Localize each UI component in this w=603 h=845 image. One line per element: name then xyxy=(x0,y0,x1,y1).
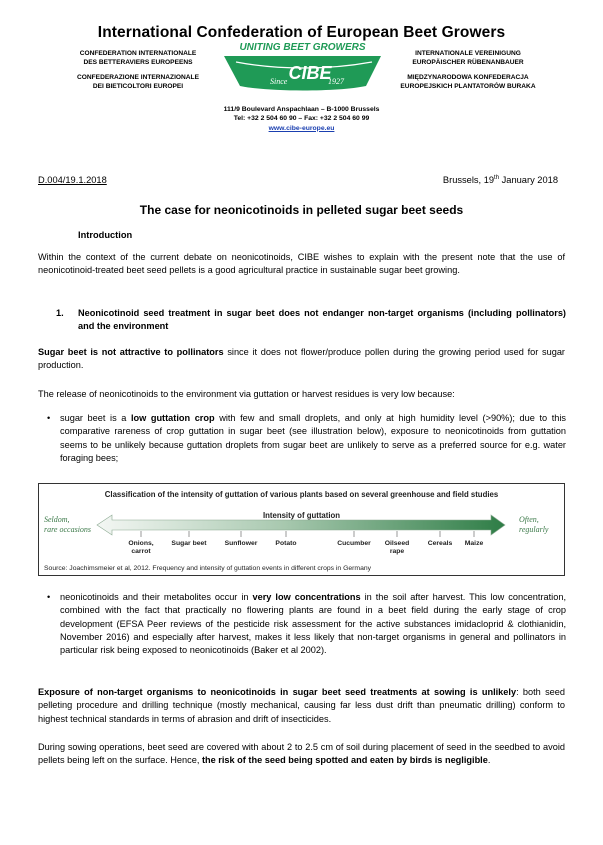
label-seldom: Seldom, rare occasions xyxy=(44,515,92,534)
paragraph-pollinators: Sugar beet is not attractive to pollinators since it does not flower/produce pollen during the growing period used for sugar production. xyxy=(38,347,565,371)
left-line: CONFEDERAZIONE INTERNAZIONALE xyxy=(77,74,199,81)
bullet-icon: • xyxy=(47,592,51,602)
paragraph-release: The release of neonicotinoids to the environment via guttation or harvest residues is very low because: xyxy=(38,389,455,399)
figure-title: Classification of the intensity of guttation of various plants based on several greenhouse and field studies xyxy=(104,490,499,499)
logo-year: 1927 xyxy=(328,77,344,86)
left-line: DEI BIETICOLTORI EUROPEI xyxy=(92,83,184,90)
section-1-heading xyxy=(56,307,566,334)
crop-cucumber: Cucumber xyxy=(337,540,371,547)
website-link[interactable]: www.cibe-europe.eu xyxy=(268,124,335,132)
bullet-soil-concentration: • neonicotinoids and their metabolites occur in very low concentrations in the soil after harvest. This low concentration, combined with the fact that practically no flowering plants are found in a beet field during the early stage of crop development (EFSA Peer reviews of the pesticide risk assessment for the active substances imidacloprid & clothianidin, November 2016) and especially after harvest, makes it less likely that non-target organisms in general and pollinators in particular risk being exposed to neonicotinoids (Baker et al 2002). xyxy=(47,592,566,656)
left-line: CONFEDERATION INTERNATIONALE xyxy=(79,50,197,57)
document-date: Brussels, 19th January 2018 xyxy=(442,175,558,186)
organization-title: International Confederation of European Beet Growers xyxy=(97,24,506,41)
guttation-arrow xyxy=(39,484,564,575)
introduction-paragraph: Within the context of the current debate on neonicotinoids, CIBE wishes to explain with the present note that the use of neonicotinoid-treated beet seed pellets is a good agricultural practice in sustainable sugar beet growing. xyxy=(38,252,565,276)
crop-onions-carrot: Onions, carrot xyxy=(128,540,154,555)
section-number: 1. xyxy=(56,308,64,318)
cibe-logo-graphic xyxy=(218,40,387,96)
guttation-figure xyxy=(38,483,565,576)
right-line: MIĘDZYNARODOWA KONFEDERACJA xyxy=(407,74,529,81)
bullet-icon: • xyxy=(47,413,51,423)
address: 111/9 Boulevard Anspachlaan – B-1000 Brussels xyxy=(223,106,380,113)
document-reference: D.004/19.1.2018 xyxy=(38,175,107,185)
header-left-languages xyxy=(58,49,218,91)
introduction-heading: Introduction xyxy=(78,230,133,240)
crop-maize: Maize xyxy=(464,540,484,547)
bullet-guttation: • sugar beet is a low guttation crop with few and small droplets, and only at high humidity level (>90%); due to this comparative rareness of crop guttation in sugar beet (see illustration below), exposure to neonicotinoids from guttation seems to be unlikely because guttation droplets from sugar beet are unlikely to serve as a preferred source for e.g. water foraging bees; xyxy=(47,413,566,463)
paragraph-exposure: Exposure of non-target organisms to neonicotinoids in sugar beet seed treatments at sowing is unlikely: both seed pelleting procedure and drilling technique (mostly mechanical, causing far less dust drift than pneumatic drilling) conform to highest technical standards in terms of abrasion and drift of insecticides. xyxy=(38,687,566,724)
header-right-languages xyxy=(388,49,548,91)
document-title: The case for neonicotinoids in pelleted sugar beet seeds xyxy=(139,203,464,217)
right-line: EUROPÄISCHER RÜBENANBAUER xyxy=(412,59,524,66)
logo-tagline: UNITING BEET GROWERS xyxy=(239,42,366,53)
figure-source: Source: Joachimsmeier et al, 2012. Frequency and intensity of guttation events in different crops in Germany xyxy=(44,565,372,572)
axis-label-intensity: Intensity of guttation xyxy=(262,511,341,520)
cibe-logo xyxy=(218,40,387,96)
crop-cereals: Cereals xyxy=(427,540,453,547)
contact-block xyxy=(0,105,603,133)
crop-sunflower: Sunflower xyxy=(224,540,258,547)
crop-potato: Potato xyxy=(275,540,297,547)
crop-sugar-beet: Sugar beet xyxy=(171,540,207,547)
logo-name: CIBE xyxy=(288,63,332,83)
right-line: EUROPEJSKICH PLANTATORÓW BURAKA xyxy=(400,83,536,90)
crop-oilseed-rape: Oilseed rape xyxy=(384,540,410,555)
right-line: INTERNATIONALE VEREINIGUNG xyxy=(415,50,521,57)
logo-since: Since xyxy=(270,77,288,86)
section-heading-text: Neonicotinoid seed treatment in sugar beet does not endanger non-target organisms (including pollinators) and the environment xyxy=(78,308,566,332)
paragraph-sowing: During sowing operations, beet seed are covered with about 2 to 2.5 cm of soil during placement of seed in the seedbed to avoid pellets being left on the surface. Hence, the risk of the seed being spotted and eaten by birds is negligible. xyxy=(38,742,565,766)
phone-fax: Tel: +32 2 504 60 90 – Fax: +32 2 504 60 99 xyxy=(233,115,370,123)
left-line: DES BETTERAVIERS EUROPEENS xyxy=(83,59,193,66)
label-often: Often, regularly xyxy=(519,515,549,534)
